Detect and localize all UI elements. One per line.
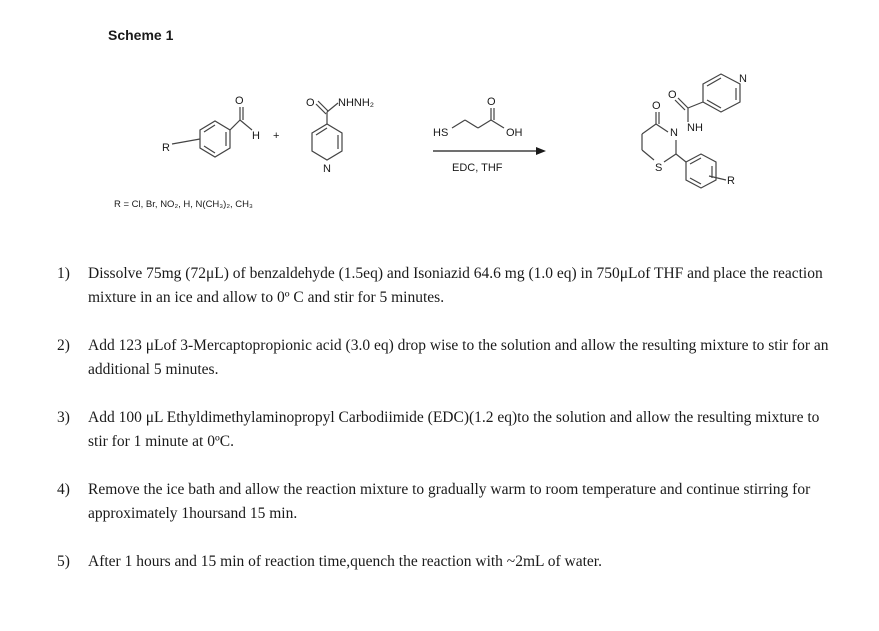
reaction-arrow [433,147,546,155]
procedure-step [57,262,837,310]
acid-oh-label: OH [506,127,523,139]
procedure-step [57,478,837,526]
aldehyde-r-label: R [162,142,170,154]
step-number: 5) [57,553,70,570]
procedure-step [57,406,837,454]
isoniazid-structure [306,97,374,175]
step-number: 2) [57,337,70,354]
procedure-step [57,550,837,574]
acid-oxygen-label: O [487,96,496,108]
step-number: 1) [57,265,70,282]
step-text: Add 100 μL Ethyldimethylaminopropyl Carbodiimide (EDC)(1.2 eq)to the solution and allow the resulting mixture to stir for 1 minute at 0ºC. [88,409,820,450]
acid-hs-label: HS [433,127,449,139]
r-group-definition: R = Cl, Br, NO₂, H, N(CH₃)₂, CH₃ [114,199,253,210]
aldehyde-oxygen-label: O [235,95,244,107]
product-n-label: N [670,127,678,139]
benzaldehyde-structure [162,95,260,157]
step-number: 4) [57,481,70,498]
step-text: Dissolve 75mg (72μL) of benzaldehyde (1.5eq) and Isoniazid 64.6 mg (1.0 eq) in 750μLof THF and place the reaction mixture in an ice and allow to 0º C and stir for 5 minutes. [88,265,823,306]
reaction-scheme [0,0,879,230]
step-text: Add 123 μLof 3-Mercaptopropionic acid (3.0 eq) drop wise to the solution and allow the resulting mixture to stir for an additional 5 minutes. [88,337,829,378]
aldehyde-hydrogen-label: H [252,130,260,142]
procedure-steps [57,262,837,598]
product-nh-label: NH [687,122,703,134]
hydrazide-group-label: NHNH₂ [338,97,375,109]
hydrazide-oxygen-label: O [306,97,315,109]
product-sulfur-label: S [655,162,663,174]
step-text: Remove the ice bath and allow the reaction mixture to gradually warm to room temperature and continue stirring for approximately 1hoursand 15 min. [88,481,811,522]
mercaptopropionic-acid-structure [433,96,523,139]
reaction-conditions: EDC, THF [452,162,503,174]
procedure-step [57,334,837,382]
product-structure [642,73,747,188]
plus-sign: + [273,130,280,142]
scheme-title: Scheme 1 [108,27,174,43]
product-ring-oxygen-label: O [652,100,661,112]
product-r-label: R [727,175,735,187]
step-text: After 1 hours and 15 min of reaction time,quench the reaction with ~2mL of water. [88,553,602,570]
product-amide-oxygen-label: O [668,89,677,101]
step-number: 3) [57,409,70,426]
product-pyridine-n-label: N [739,73,747,85]
isoniazid-pyridine-n-label: N [323,163,331,175]
